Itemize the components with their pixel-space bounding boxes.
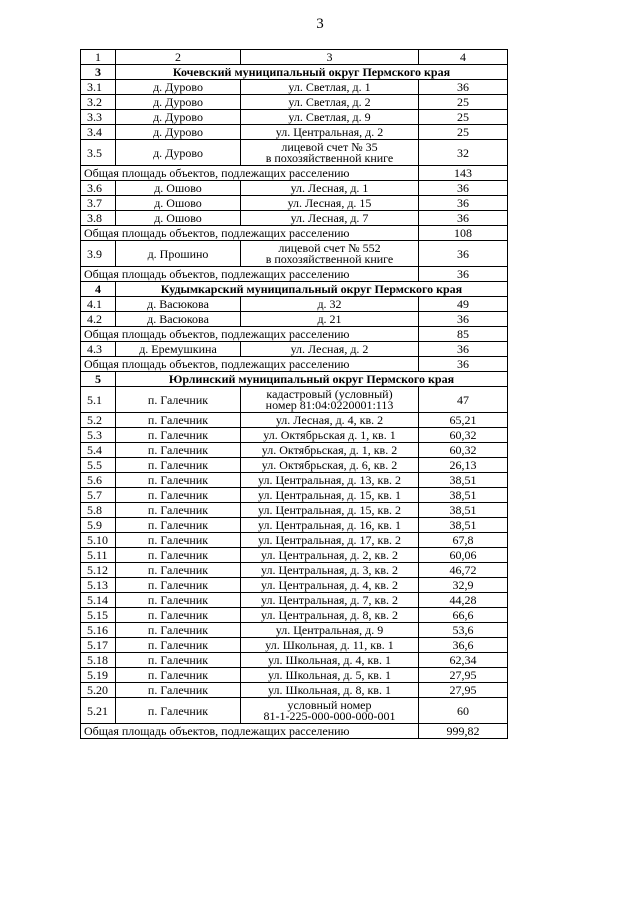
row-number: 4.1	[81, 297, 116, 312]
address: ул. Центральная, д. 17, кв. 2	[241, 533, 419, 548]
row-number: 3.9	[81, 241, 116, 267]
row-number: 5.2	[81, 413, 116, 428]
row-number: 4.3	[81, 342, 116, 357]
area-value: 60,06	[419, 548, 508, 563]
table-row	[81, 211, 508, 226]
settlement-name: д. Прошино	[116, 241, 241, 267]
total-row	[81, 357, 508, 372]
row-number: 5.15	[81, 608, 116, 623]
table-row	[81, 140, 508, 166]
address: ул. Центральная, д. 8, кв. 2	[241, 608, 419, 623]
table-row	[81, 473, 508, 488]
address-line-2: номер 81:04:0220001:113	[265, 397, 394, 412]
section-row	[81, 372, 508, 387]
settlement-name: п. Галечник	[116, 503, 241, 518]
total-label: Общая площадь объектов, подлежащих расселению	[81, 724, 419, 739]
settlement-name: п. Галечник	[116, 593, 241, 608]
address-line-2: в похозяйственной книге	[265, 251, 394, 266]
table-body	[81, 50, 508, 739]
address: ул. Центральная, д. 15, кв. 2	[241, 503, 419, 518]
area-value: 36	[419, 211, 508, 226]
table-row	[81, 196, 508, 211]
row-number: 5.20	[81, 683, 116, 698]
address: ул. Светлая, д. 1	[241, 80, 419, 95]
row-number: 3.2	[81, 95, 116, 110]
row-number: 5.4	[81, 443, 116, 458]
area-value: 67,8	[419, 533, 508, 548]
table-row	[81, 110, 508, 125]
settlement-name: д. Васюкова	[116, 297, 241, 312]
row-number: 5.21	[81, 698, 116, 724]
address: ул. Центральная, д. 4, кв. 2	[241, 578, 419, 593]
settlement-name: п. Галечник	[116, 623, 241, 638]
settlement-name: п. Галечник	[116, 638, 241, 653]
settlement-name: п. Галечник	[116, 578, 241, 593]
address: ул. Центральная, д. 2	[241, 125, 419, 140]
area-value: 25	[419, 95, 508, 110]
area-value: 25	[419, 110, 508, 125]
row-number: 5.9	[81, 518, 116, 533]
settlement-name: п. Галечник	[116, 698, 241, 724]
settlement-name: п. Галечник	[116, 683, 241, 698]
area-value: 62,34	[419, 653, 508, 668]
address: ул. Центральная, д. 16, кв. 1	[241, 518, 419, 533]
area-value: 36	[419, 181, 508, 196]
area-value: 53,6	[419, 623, 508, 638]
address: ул. Центральная, д. 7, кв. 2	[241, 593, 419, 608]
row-number: 3.3	[81, 110, 116, 125]
area-value: 25	[419, 125, 508, 140]
row-number: 5.10	[81, 533, 116, 548]
area-value: 36,6	[419, 638, 508, 653]
row-number: 5.11	[81, 548, 116, 563]
page-number: 3	[316, 16, 324, 32]
row-number: 5.18	[81, 653, 116, 668]
table-row	[81, 533, 508, 548]
section-title: Кочевский муниципальный округ Пермского края	[116, 65, 508, 80]
area-value: 38,51	[419, 503, 508, 518]
settlement-name: п. Галечник	[116, 608, 241, 623]
row-number: 5.3	[81, 428, 116, 443]
total-row	[81, 226, 508, 241]
table-row	[81, 488, 508, 503]
settlement-name: п. Галечник	[116, 533, 241, 548]
table-row	[81, 653, 508, 668]
address-line-1: лицевой счет № 35	[281, 139, 378, 154]
table-row	[81, 95, 508, 110]
row-number: 5.12	[81, 563, 116, 578]
area-value: 47	[419, 387, 508, 413]
total-area: 36	[419, 267, 508, 282]
table-row	[81, 608, 508, 623]
row-number: 4.2	[81, 312, 116, 327]
settlement-name: п. Галечник	[116, 413, 241, 428]
row-number: 3.7	[81, 196, 116, 211]
settlement-name: п. Галечник	[116, 488, 241, 503]
row-number: 5.6	[81, 473, 116, 488]
settlement-name: п. Галечник	[116, 548, 241, 563]
total-label: Общая площадь объектов, подлежащих расселению	[81, 357, 419, 372]
address: ул. Центральная, д. 15, кв. 1	[241, 488, 419, 503]
total-area: 999,82	[419, 724, 508, 739]
table-row	[81, 297, 508, 312]
header-cell: 3	[241, 50, 419, 65]
address: ул. Школьная, д. 11, кв. 1	[241, 638, 419, 653]
area-value: 27,95	[419, 668, 508, 683]
row-number: 5.13	[81, 578, 116, 593]
table-row	[81, 638, 508, 653]
row-number: 3.8	[81, 211, 116, 226]
settlement-name: д. Еремушкина	[116, 342, 241, 357]
address: д. 32	[241, 297, 419, 312]
table-row	[81, 342, 508, 357]
area-value: 32	[419, 140, 508, 166]
address: ул. Лесная, д. 7	[241, 211, 419, 226]
table-row	[81, 443, 508, 458]
area-value: 36	[419, 342, 508, 357]
section-number: 3	[81, 65, 116, 80]
area-value: 36	[419, 80, 508, 95]
settlement-name: п. Галечник	[116, 443, 241, 458]
section-title: Кудымкарский муниципальный округ Пермского края	[116, 282, 508, 297]
settlement-name: д. Дурово	[116, 110, 241, 125]
address: ул. Центральная, д. 2, кв. 2	[241, 548, 419, 563]
address: ул. Светлая, д. 2	[241, 95, 419, 110]
area-value: 36	[419, 196, 508, 211]
settlement-name: п. Галечник	[116, 428, 241, 443]
area-value: 38,51	[419, 518, 508, 533]
settlement-name: п. Галечник	[116, 563, 241, 578]
settlement-name: п. Галечник	[116, 668, 241, 683]
area-value: 60	[419, 698, 508, 724]
area-value: 26,13	[419, 458, 508, 473]
table-row	[81, 80, 508, 95]
address: ул. Школьная, д. 5, кв. 1	[241, 668, 419, 683]
area-value: 44,28	[419, 593, 508, 608]
total-area: 36	[419, 357, 508, 372]
header-cell: 2	[116, 50, 241, 65]
total-area: 108	[419, 226, 508, 241]
row-number: 3.5	[81, 140, 116, 166]
section-row	[81, 65, 508, 80]
total-area: 85	[419, 327, 508, 342]
address: ул. Центральная, д. 3, кв. 2	[241, 563, 419, 578]
row-number: 5.19	[81, 668, 116, 683]
area-value: 36	[419, 241, 508, 267]
settlement-name: д. Ошово	[116, 211, 241, 226]
settlement-name: п. Галечник	[116, 473, 241, 488]
address: ул. Лесная, д. 15	[241, 196, 419, 211]
header-cell: 4	[419, 50, 508, 65]
settlement-name: д. Дурово	[116, 95, 241, 110]
settlement-name: д. Васюкова	[116, 312, 241, 327]
area-value: 46,72	[419, 563, 508, 578]
settlement-name: д. Ошово	[116, 181, 241, 196]
area-value: 27,95	[419, 683, 508, 698]
table-row	[81, 518, 508, 533]
address: д. 21	[241, 312, 419, 327]
row-number: 3.6	[81, 181, 116, 196]
row-number: 5.8	[81, 503, 116, 518]
table-row	[81, 548, 508, 563]
total-row	[81, 724, 508, 739]
total-area: 143	[419, 166, 508, 181]
settlement-name: д. Дурово	[116, 140, 241, 166]
area-value: 38,51	[419, 488, 508, 503]
area-value: 36	[419, 312, 508, 327]
table-header-row	[81, 50, 508, 65]
resettlement-table	[80, 49, 508, 739]
row-number: 5.16	[81, 623, 116, 638]
settlement-name: п. Галечник	[116, 387, 241, 413]
area-value: 66,6	[419, 608, 508, 623]
address: ул. Октябрьская, д. 1, кв. 2	[241, 443, 419, 458]
row-number: 5.17	[81, 638, 116, 653]
address: ул. Школьная, д. 4, кв. 1	[241, 653, 419, 668]
table-row	[81, 458, 508, 473]
address: ул. Светлая, д. 9	[241, 110, 419, 125]
settlement-name: п. Галечник	[116, 458, 241, 473]
address: ул. Лесная, д. 1	[241, 181, 419, 196]
settlement-name: д. Дурово	[116, 80, 241, 95]
area-value: 32,9	[419, 578, 508, 593]
section-row	[81, 282, 508, 297]
address: ул. Октябрьская, д. 6, кв. 2	[241, 458, 419, 473]
address-line-1: кадастровый (условный)	[266, 386, 393, 401]
total-label: Общая площадь объектов, подлежащих расселению	[81, 267, 419, 282]
row-number: 5.1	[81, 387, 116, 413]
table-row	[81, 683, 508, 698]
table-row	[81, 578, 508, 593]
table-row	[81, 125, 508, 140]
header-cell: 1	[81, 50, 116, 65]
row-number: 3.1	[81, 80, 116, 95]
row-number: 5.7	[81, 488, 116, 503]
total-row	[81, 166, 508, 181]
address-cell	[241, 387, 419, 413]
settlement-name: п. Галечник	[116, 653, 241, 668]
total-label: Общая площадь объектов, подлежащих расселению	[81, 226, 419, 241]
total-label: Общая площадь объектов, подлежащих расселению	[81, 166, 419, 181]
table-row	[81, 593, 508, 608]
row-number: 5.5	[81, 458, 116, 473]
address: ул. Лесная, д. 2	[241, 342, 419, 357]
table-row	[81, 563, 508, 578]
table-row	[81, 413, 508, 428]
address-line-1: лицевой счет № 552	[278, 240, 381, 255]
address: ул. Центральная, д. 9	[241, 623, 419, 638]
table-row	[81, 698, 508, 724]
section-number: 5	[81, 372, 116, 387]
total-row	[81, 267, 508, 282]
area-value: 60,32	[419, 443, 508, 458]
total-row	[81, 327, 508, 342]
table-row	[81, 503, 508, 518]
address: ул. Лесная, д. 4, кв. 2	[241, 413, 419, 428]
table-row	[81, 623, 508, 638]
area-value: 49	[419, 297, 508, 312]
section-title: Юрлинский муниципальный округ Пермского края	[116, 372, 508, 387]
area-value: 60,32	[419, 428, 508, 443]
total-label: Общая площадь объектов, подлежащих расселению	[81, 327, 419, 342]
address-cell	[241, 140, 419, 166]
address: ул. Школьная, д. 8, кв. 1	[241, 683, 419, 698]
table-row	[81, 668, 508, 683]
address-line-1: условный номер	[287, 697, 372, 712]
address-line-2: в похозяйственной книге	[265, 150, 394, 165]
area-value: 65,21	[419, 413, 508, 428]
row-number: 5.14	[81, 593, 116, 608]
settlement-name: п. Галечник	[116, 518, 241, 533]
area-value: 38,51	[419, 473, 508, 488]
address-line-2: 81-1-225-000-000-000-001	[263, 708, 396, 723]
address: ул. Центральная, д. 13, кв. 2	[241, 473, 419, 488]
table-row	[81, 428, 508, 443]
section-number: 4	[81, 282, 116, 297]
table-row	[81, 312, 508, 327]
address-cell	[241, 241, 419, 267]
address-cell	[241, 698, 419, 724]
table-row	[81, 241, 508, 267]
table-row	[81, 181, 508, 196]
address: ул. Октябрьская д. 1, кв. 1	[241, 428, 419, 443]
settlement-name: д. Ошово	[116, 196, 241, 211]
row-number: 3.4	[81, 125, 116, 140]
settlement-name: д. Дурово	[116, 125, 241, 140]
table-row	[81, 387, 508, 413]
